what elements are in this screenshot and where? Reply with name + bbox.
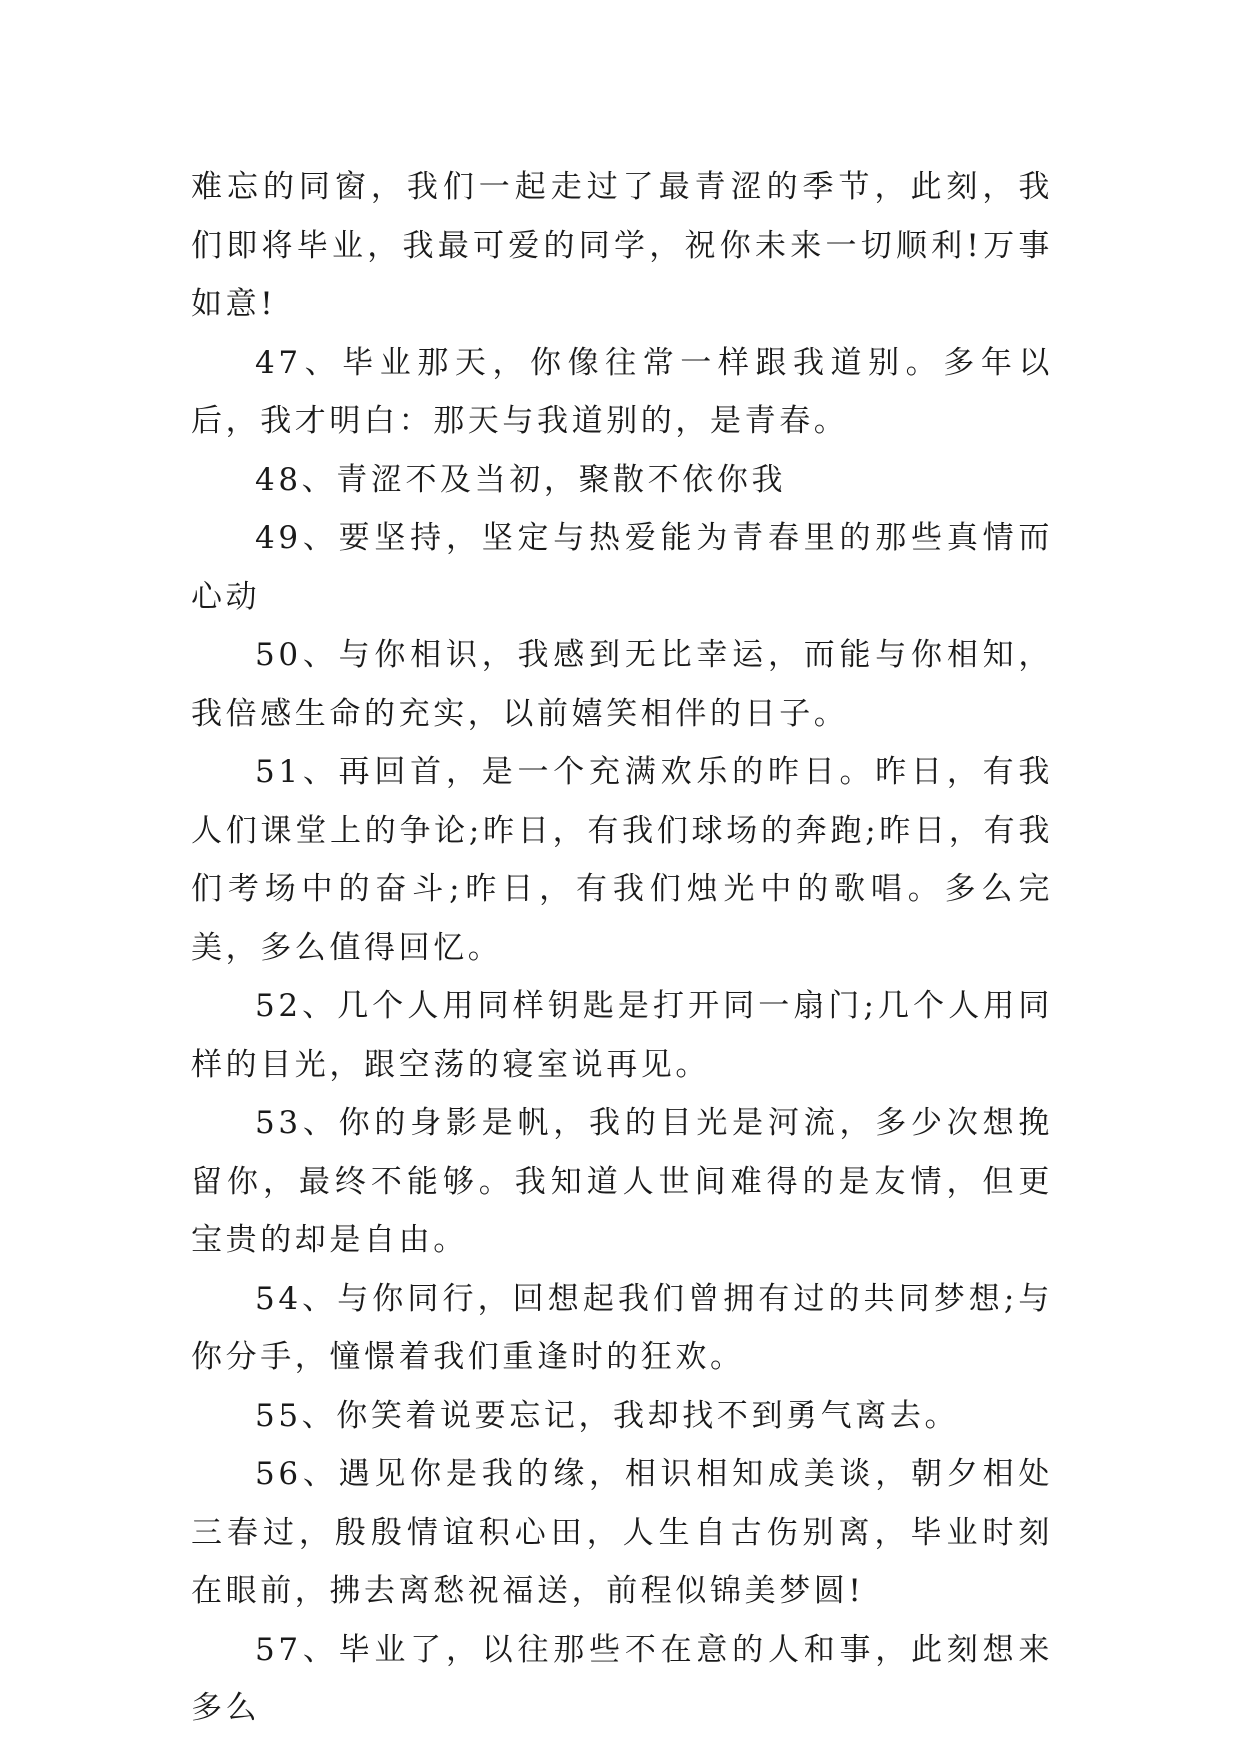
paragraph: 难忘的同窗，我们一起走过了最青涩的季节，此刻，我们即将毕业，我最可爱的同学，祝你未来一切顺利!万事如意! (191, 169, 1053, 322)
paragraph: 55、你笑着说要忘记，我却找不到勇气离去。 (255, 1397, 960, 1434)
paragraph: 52、几个人用同样钥匙是打开同一扇门;几个人用同样的目光，跟空荡的寝室说再见。 (191, 988, 1053, 1083)
paragraph: 48、青涩不及当初，聚散不依你我 (255, 461, 787, 498)
paragraph: 47、毕业那天，你像往常一样跟我道别。多年以后，我才明白：那天与我道别的，是青春。 (191, 344, 1053, 439)
paragraph: 56、遇见你是我的缘，相识相知成美谈，朝夕相处三春过，殷殷情谊积心田，人生自古伤别离，毕业时刻在眼前，拂去离愁祝福送，前程似锦美梦圆! (191, 1456, 1053, 1609)
document-body (191, 158, 1053, 1738)
paragraph: 54、与你同行，回想起我们曾拥有过的共同梦想;与你分手，憧憬着我们重逢时的狂欢。 (191, 1280, 1053, 1375)
paragraph: 50、与你相识，我感到无比幸运，而能与你相知，我倍感生命的充实，以前嬉笑相伴的日子。 (191, 637, 1053, 732)
paragraph: 53、你的身影是帆，我的目光是河流，多少次想挽留你，最终不能够。我知道人世间难得的是友情，但更宝贵的却是自由。 (191, 1105, 1053, 1258)
paragraph: 49、要坚持，坚定与热爱能为青春里的那些真情而心动 (191, 520, 1053, 615)
paragraph: 51、再回首，是一个充满欢乐的昨日。昨日，有我人们课堂上的争论;昨日，有我们球场的奔跑;昨日，有我们考场中的奋斗;昨日，有我们烛光中的歌唱。多么完美，多么值得回忆。 (191, 754, 1053, 966)
paragraph: 57、毕业了，以往那些不在意的人和事，此刻想来多么 (191, 1631, 1053, 1726)
